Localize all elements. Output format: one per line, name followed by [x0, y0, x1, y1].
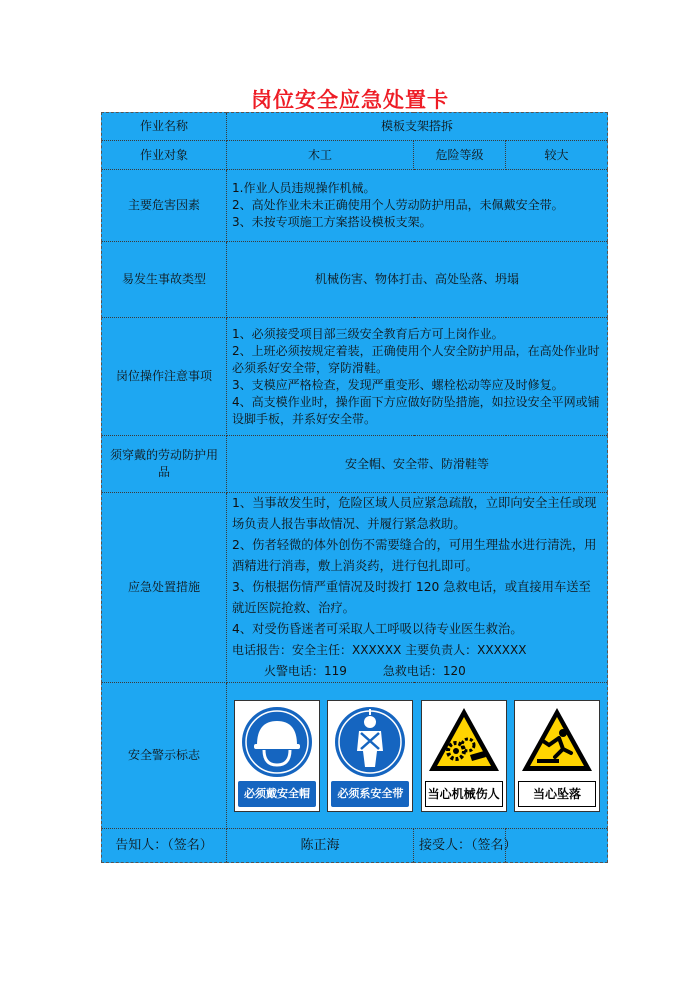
hazards-list	[227, 170, 608, 242]
harness-icon	[333, 705, 407, 779]
precautions-label: 岗位操作注意事项	[102, 318, 227, 436]
row-sign-off	[102, 829, 608, 863]
emergency-list	[227, 493, 608, 683]
receiver-label: 接受人：（签名）	[414, 829, 506, 863]
emergency-item: 3、伤根据伤情严重情况及时拨打 120 急救电话，或直接用车送至就近医院抢救、治疗。	[232, 580, 591, 615]
job-object-label: 作业对象	[102, 141, 227, 170]
accident-types-value: 机械伤害、物体打击、高处坠落、坍塌	[227, 242, 608, 318]
card-title: 岗位安全应急处置卡	[251, 88, 449, 112]
signs-row	[232, 700, 602, 812]
notifier-label: 告知人：（签名）	[102, 829, 227, 863]
signs-cell	[227, 683, 608, 829]
job-name-label: 作业名称	[102, 113, 227, 141]
helmet-icon	[240, 705, 314, 779]
sign-caption: 当心坠落	[518, 781, 596, 807]
signs-label: 安全警示标志	[102, 683, 227, 829]
emergency-label: 应急处置措施	[102, 493, 227, 683]
precaution-item: 1、必须接受项目部三级安全教育后方可上岗作业。	[232, 326, 504, 341]
contact-line: 电话报告：安全主任：XXXXXX 主要负责人：XXXXXX	[232, 643, 527, 657]
receiver-signature[interactable]	[506, 829, 608, 863]
emergency-item: 2、伤者轻微的体外创伤不需要缝合的，可用生理盐水进行清洗，用酒精进行消毒，敷上消炎药，进行包扎即可。	[232, 538, 597, 573]
row-job-object	[102, 141, 608, 170]
row-hazards	[102, 170, 608, 242]
row-accident-types	[102, 242, 608, 318]
hazards-label: 主要危害因素	[102, 170, 227, 242]
emergency-item: 1、当事故发生时，危险区域人员应紧急疏散，立即向安全主任或现场负责人报告事故情况、并履行紧急救助。	[232, 496, 597, 531]
hazard-item: 2、高处作业未未正确使用个人劳动防护用品，未佩戴安全带。	[232, 198, 564, 212]
ppe-label: 须穿戴的劳动防护用品	[102, 436, 227, 493]
precautions-list	[227, 318, 608, 436]
hazard-level-label: 危险等级	[414, 141, 506, 170]
ambulance-phone: 急救电话：120	[382, 664, 466, 678]
fire-phone: 火警电话：119	[264, 664, 347, 678]
precaution-item: 3、支模应严格检查，发现严重变形、螺栓松动等应及时修复。	[232, 377, 564, 392]
sign-caption: 必须系安全带	[331, 781, 409, 807]
row-job-name	[102, 113, 608, 141]
precaution-item: 2、上班必须按规定着装，正确使用个人安全防护用品，在高处作业时必须系好安全带，穿防滑鞋。	[232, 343, 600, 375]
row-signs	[102, 683, 608, 829]
sign-caption: 必须戴安全帽	[238, 781, 316, 807]
sign-helmet	[234, 700, 320, 812]
emergency-card-table	[101, 112, 608, 863]
job-object-value: 木工	[227, 141, 414, 170]
accident-types-label: 易发生事故类型	[102, 242, 227, 318]
hazard-item: 3、未按专项施工方案搭设模板支架。	[232, 215, 432, 229]
notifier-signature[interactable]: 陈正海	[227, 829, 414, 863]
job-name-value: 模板支架搭拆	[227, 113, 608, 141]
machine-hazard-icon	[426, 705, 502, 775]
sign-harness	[327, 700, 413, 812]
fall-hazard-icon	[519, 705, 595, 775]
ppe-value: 安全帽、安全带、防滑鞋等	[227, 436, 608, 493]
sign-machine-hazard	[421, 700, 507, 812]
hazard-level-value: 较大	[506, 141, 608, 170]
sign-fall-hazard	[514, 700, 600, 812]
emergency-item: 4、对受伤昏迷者可采取人工呼吸以待专业医生救治。	[232, 622, 523, 636]
precaution-item: 4、高支模作业时，操作面下方应做好防坠措施，如拉设安全平网或铺设脚手板，并系好安全带。	[232, 394, 600, 426]
sign-caption: 当心机械伤人	[425, 781, 503, 807]
row-emergency	[102, 493, 608, 683]
row-ppe	[102, 436, 608, 493]
hazard-item: 1.作业人员违规操作机械。	[232, 181, 376, 195]
row-precautions	[102, 318, 608, 436]
phone-line	[232, 661, 602, 682]
